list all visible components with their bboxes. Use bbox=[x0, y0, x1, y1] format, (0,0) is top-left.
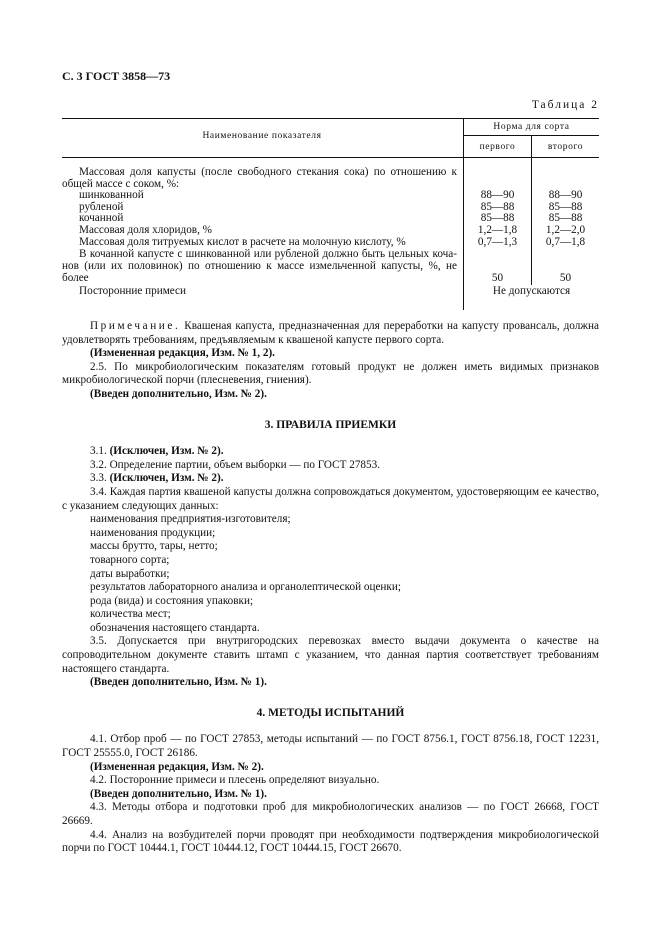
section2-note-2: (Введен дополнительно, Изм. № 2). bbox=[90, 387, 267, 400]
row-3-grade1: 85—88 bbox=[480, 212, 515, 224]
p3-3-status: (Исключен, Изм. № 2). bbox=[109, 472, 224, 485]
note-text: Квашеная капуста, предназначенная для переработки на капусту провансаль, должна удовлетворять требованиям, предъявляемым к квашеной капусте первого сорта. bbox=[62, 320, 599, 346]
list-item: количества мест; bbox=[90, 608, 171, 621]
list-item: наименования предприятия-изготовителя; bbox=[90, 513, 291, 526]
note-label: Примечание. bbox=[90, 320, 181, 332]
row-1-name: шинкованной bbox=[79, 189, 144, 201]
list-item: рода (вида) и состояния упаковки; bbox=[90, 594, 254, 607]
row-7-span-value: Не допускаются bbox=[492, 285, 571, 297]
row-2-grade1: 85—88 bbox=[480, 200, 515, 213]
section4-note-1: (Измененная редакция, Изм. № 2). bbox=[90, 760, 264, 773]
grade1-header: первого bbox=[479, 142, 516, 152]
table-caption: Таблица 2 bbox=[531, 99, 599, 111]
list-item: даты выработки; bbox=[90, 567, 170, 580]
list-item: массы брутто, тары, нетто; bbox=[90, 540, 218, 553]
row-5-grade1: 0,7—1,3 bbox=[477, 236, 518, 248]
row-5-grade2: 0,7—1,8 bbox=[545, 236, 586, 248]
body-text bbox=[62, 320, 599, 856]
row-2-name: рубленой bbox=[79, 200, 124, 213]
paragraph-4-4: 4.4. Анализ на возбудителей порчи проводят при необходимости подтверждения микробиологической порчи по ГОСТ 10444.1, ГОСТ 10444.12, ГОСТ 10444.15, ГОСТ 26670. bbox=[62, 828, 599, 855]
paragraph-4-1: 4.1. Отбор проб — по ГОСТ 27853, методы испытаний — по ГОСТ 8756.1, ГОСТ 8756.18, ГОСТ 12231, ГОСТ 25555.0, ГОСТ 26186. bbox=[62, 733, 599, 760]
p3-1-number: 3.1. bbox=[90, 445, 107, 458]
note-paragraph bbox=[62, 320, 599, 347]
row-0-line-1: Массовая доля капусты (после свободного стекания сока) по отношению к bbox=[79, 166, 457, 178]
table-top-rule bbox=[62, 118, 599, 119]
row-1-grade1: 88—90 bbox=[480, 189, 515, 201]
paragraph-3-4: 3.4. Каждая партия квашеной капусты должна сопровождаться документом, удостоверяющим ее качество, с указанием следующих данных: bbox=[62, 485, 599, 512]
section3-note: (Введен дополнительно, Изм. № 1). bbox=[90, 676, 267, 689]
p3-3-number: 3.3. bbox=[90, 472, 107, 485]
row-6-line-3: более bbox=[62, 272, 89, 284]
section4-heading: 4. МЕТОДЫ ИСПЫТАНИЙ bbox=[256, 706, 405, 719]
page-header: С. 3 ГОСТ 3858—73 bbox=[62, 69, 171, 83]
list-item: результатов лабораторного анализа и органолептической оценки; bbox=[90, 581, 401, 594]
col-name-header: Наименование показателя bbox=[202, 131, 322, 141]
row-6-grade2: 50 bbox=[559, 272, 572, 284]
paragraph-2-5: 2.5. По микробиологическим показателям готовый продукт не должен иметь видимых признаков микробиологической порчи (плесневения, гниения). bbox=[62, 360, 599, 387]
norm-header: Норма для сорта bbox=[493, 122, 570, 132]
paragraph-4-3: 4.3. Методы отбора и подготовки проб для микробиологических анализов — по ГОСТ 26668, ГОСТ 26669. bbox=[62, 801, 599, 827]
row-4-grade1: 1,2—1,8 bbox=[477, 224, 518, 236]
list-item: обозначения настоящего стандарта. bbox=[90, 621, 260, 634]
paragraph-3-1 bbox=[62, 445, 599, 459]
list-item: товарного сорта; bbox=[90, 553, 170, 566]
section3-heading: 3. ПРАВИЛА ПРИЕМКИ bbox=[264, 418, 397, 431]
row-7-name: Посторонние примеси bbox=[79, 285, 187, 297]
paragraph-3-3 bbox=[62, 472, 599, 486]
row-6-line-2: нов (или их половинок) по отношению к массе измельченной капусты, %, не bbox=[62, 260, 457, 272]
paragraph-3-5: 3.5. Допускается при внутригородских перевозках вместо выдачи документа о качестве на сопроводительном документе ставить штамп с указанием, что данная партия соответствует требованиям настоящего стандарта. bbox=[62, 635, 599, 675]
section2-note-1: (Измененная редакция, Изм. № 1, 2). bbox=[90, 347, 275, 360]
row-3-grade2: 85—88 bbox=[548, 212, 583, 224]
row-1-grade2: 88—90 bbox=[548, 189, 583, 201]
row-0-line-2: общей массе с соком, %: bbox=[62, 177, 180, 190]
row-4-grade2: 1,2—2,0 bbox=[545, 224, 586, 236]
p3-1-status: (Исключен, Изм. № 2). bbox=[109, 445, 224, 458]
row-6-line-1: В кочанной капусте с шинкованной или рубленой должно быть цельных коча- bbox=[79, 248, 457, 260]
table-header-bottom-rule bbox=[62, 157, 599, 158]
section4-note-2: (Введен дополнительно, Изм. № 1). bbox=[90, 787, 267, 800]
row-6-grade1: 50 bbox=[491, 272, 504, 284]
grade2-header: второго bbox=[547, 142, 584, 152]
row-4-name: Массовая доля хлоридов, % bbox=[79, 224, 212, 236]
row-5-name: Массовая доля титруемых кислот в расчете на молочную кислоту, % bbox=[79, 236, 406, 248]
list-item: наименования продукции; bbox=[90, 526, 216, 539]
paragraph-3-2: 3.2. Определение партии, объем выборки — по ГОСТ 27853. bbox=[90, 458, 381, 471]
row-3-name: кочанной bbox=[79, 212, 124, 224]
row-2-grade2: 85—88 bbox=[548, 200, 583, 213]
paragraph-4-2: 4.2. Посторонние примеси и плесень определяют визуально. bbox=[90, 774, 380, 787]
